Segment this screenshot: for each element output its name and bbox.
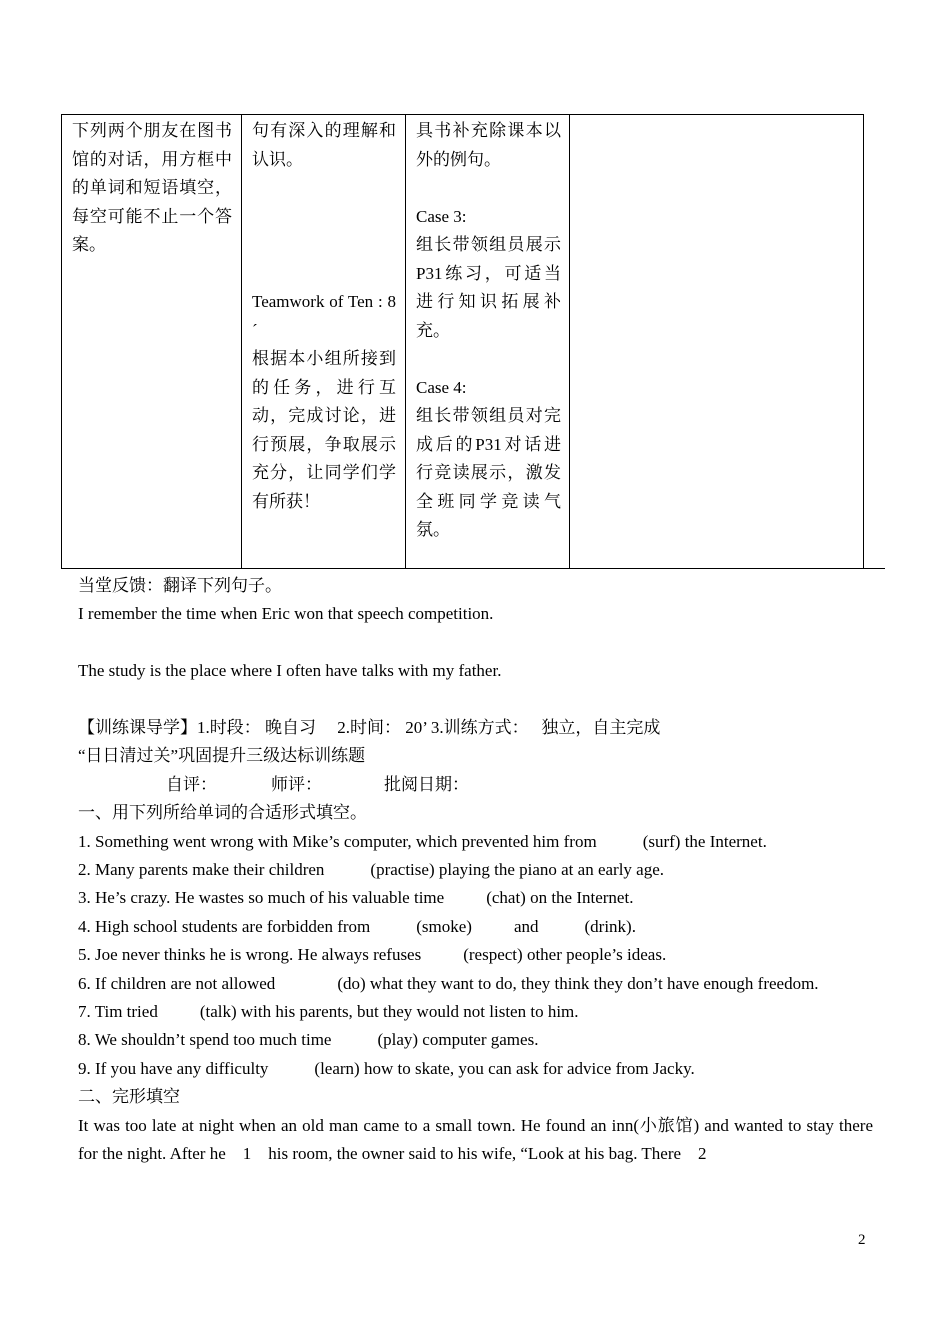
col1-text: 下列两个朋友在图书馆的对话，用方框中的单词和短语填空，每空可能不止一个答案。: [72, 121, 232, 254]
col3-top: 具书补充除课本以外的例句。: [416, 121, 561, 169]
page-number: 2: [858, 1232, 866, 1248]
question-9: 9. If you have any difficulty (learn) how to skate, you can ask for advice from Jacky.: [78, 1058, 695, 1078]
section2-title: 二、完形填空: [78, 1087, 180, 1107]
col2-desc: 根据本小组所接到的任务，进行互动，完成讨论，进行预展，争取展示充分，让同学们学有所获！: [252, 349, 396, 511]
case4-title: Case 4:: [416, 377, 467, 397]
feedback-title: 当堂反馈：翻译下列句子。: [78, 576, 282, 595]
eval-teacher: 师评：: [271, 774, 322, 794]
table-col3: [416, 117, 561, 545]
evaluation-line: [78, 771, 873, 799]
eval-self: 自评：: [166, 774, 217, 794]
cloze-passage: It was too late at night when an old man came to a small town. He found an inn(小旅馆) and wanted to stay there for the night. After he 1 his room, the owner said to his wife, “Look at his bag. There 2: [78, 1115, 873, 1164]
question-1: 1. Something went wrong with Mike’s computer, which prevented him from (surf) the Internet.: [78, 831, 767, 851]
eval-date: 批阅日期：: [384, 774, 469, 794]
table-divider: [241, 115, 242, 568]
question-2: 2. Many parents make their children (practise) playing the piano at an early age.: [78, 860, 665, 880]
lesson-table: [61, 114, 864, 569]
question-7: 7. Tim tried (talk) with his parents, but they would not listen to him.: [78, 1002, 579, 1022]
table-divider: [569, 115, 570, 568]
question-6: 6. If children are not allowed (do) what they want to do, they think they don’t have enough freedom.: [78, 973, 819, 993]
question-4: 4. High school students are forbidden from (smoke) and (drink).: [78, 916, 636, 936]
case3-text: 组长带领组员展示P31练习，可适当进行知识拓展补充。: [416, 235, 561, 340]
training-subtitle: “日日清过关”巩固提升三级达标训练题: [78, 746, 366, 766]
table-bottom-line-extension: [863, 568, 885, 569]
section1-title: 一、用下列所给单词的合适形式填空。: [78, 803, 367, 823]
question-3: 3. He’s crazy. He wastes so much of his valuable time (chat) on the Internet.: [78, 888, 634, 908]
training-header: 【训练课导学】1.时段： 晚自习 2.时间： 20’ 3.训练方式： 独立，自主完成: [78, 718, 661, 737]
table-divider: [405, 115, 406, 568]
question-8: 8. We shouldn’t spend too much time (play) computer games.: [78, 1030, 539, 1050]
col2-top: 句有深入的理解和认识。: [252, 121, 396, 169]
col2-teamwork: Teamwork of Ten : 8´: [252, 292, 396, 340]
question-5: 5. Joe never thinks he is wrong. He always refuses (respect) other people’s ideas.: [78, 945, 667, 965]
feedback-sentence-2: The study is the place where I often have talks with my father.: [78, 661, 502, 681]
table-col2: [252, 117, 396, 516]
feedback-sentence-1: I remember the time when Eric won that speech competition.: [78, 604, 494, 624]
table-col1: [72, 117, 232, 260]
feedback-section: [78, 572, 873, 1169]
case4-text: 组长带领组员对完成后的P31对话进行竞读展示，激发全班同学竞读气氛。: [416, 406, 561, 539]
case3-title: Case 3:: [416, 206, 467, 226]
